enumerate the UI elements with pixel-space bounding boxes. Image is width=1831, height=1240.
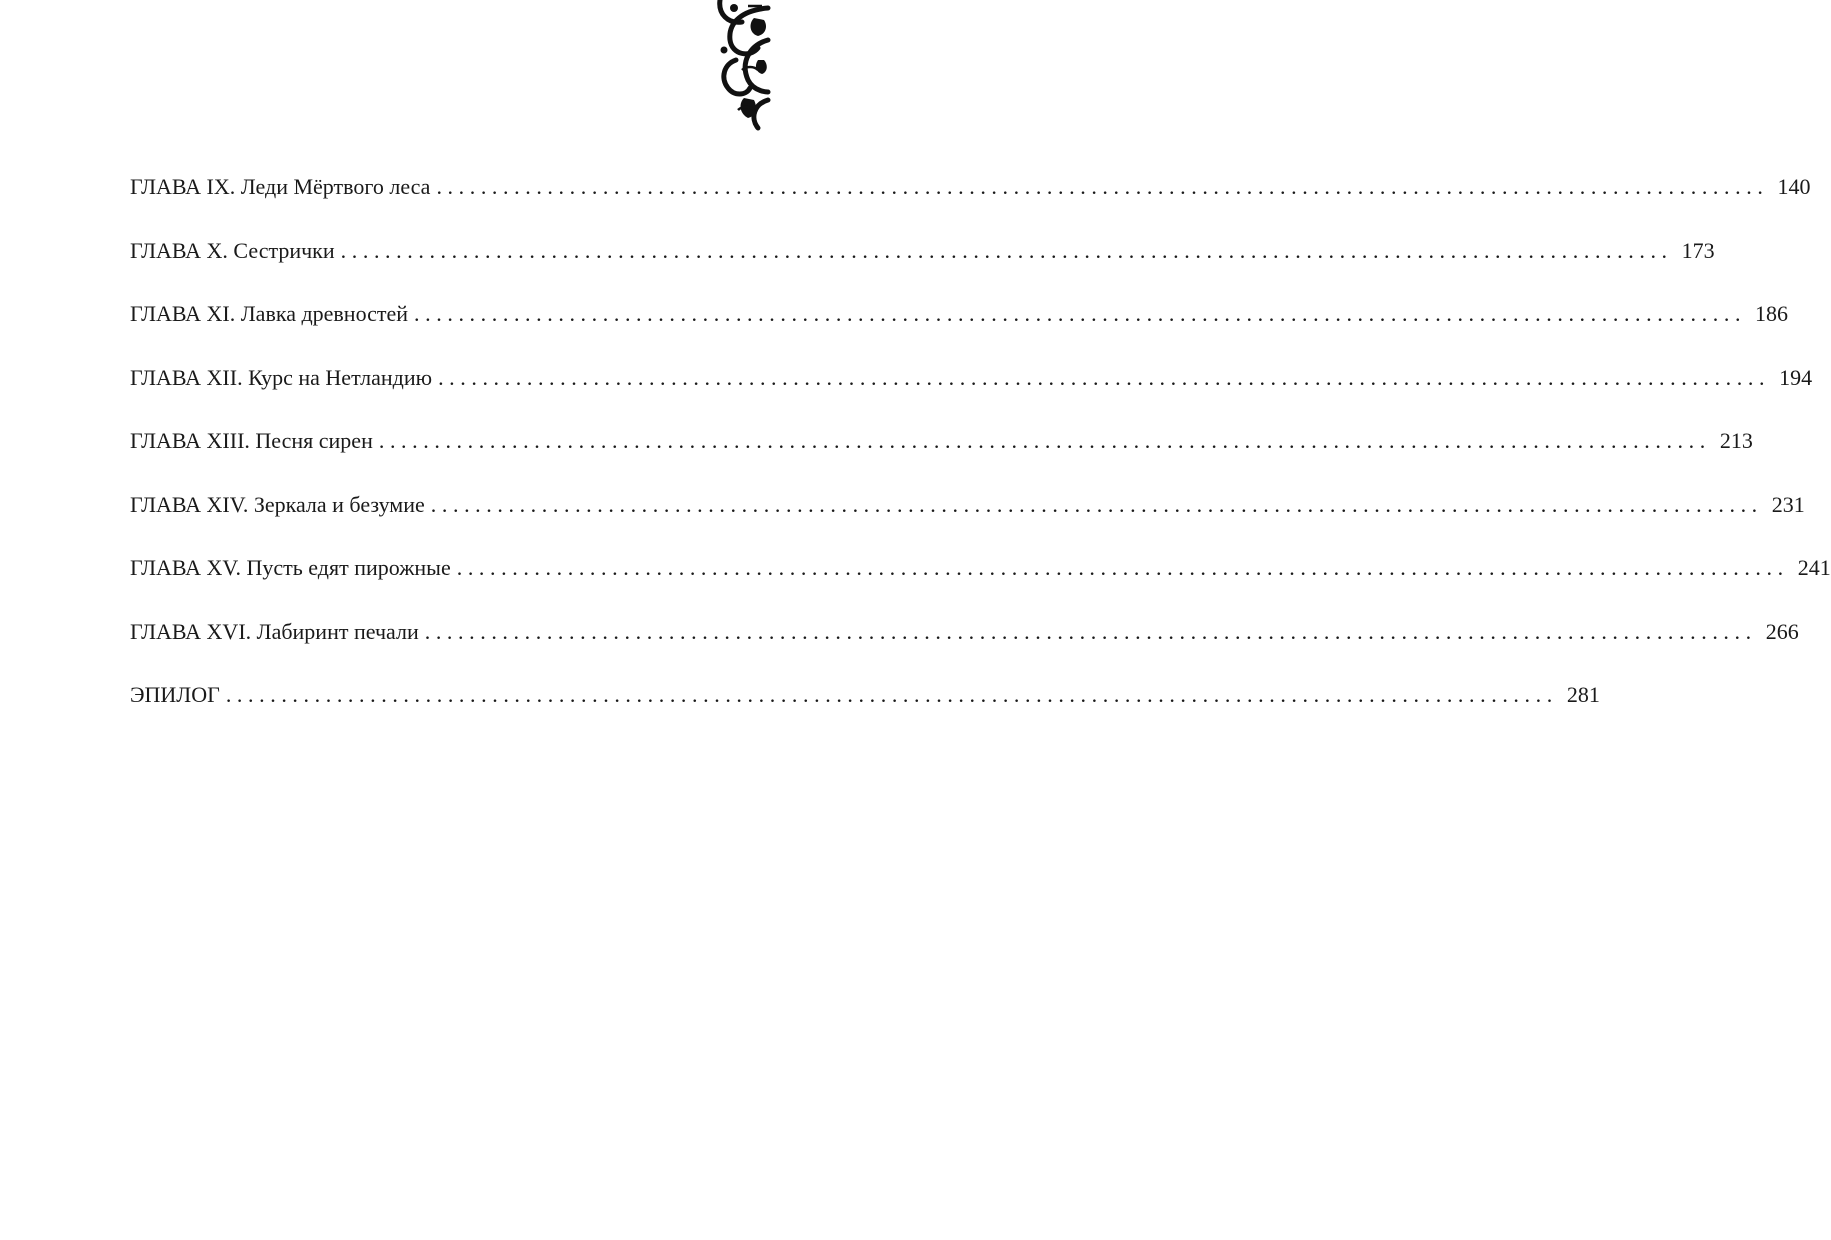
toc-entry-title: ГЛАВА X. Сестрички — [130, 237, 335, 263]
toc-entry[interactable] — [130, 359, 1813, 423]
toc-entry-page: 281 — [1566, 682, 1600, 707]
toc-entry[interactable] — [130, 486, 1805, 550]
toc-entry-page: 241 — [1797, 555, 1831, 580]
toc-dot-leader: ........................................................................................................................ — [414, 301, 1747, 326]
floral-ornament-icon — [658, 0, 768, 130]
toc-entry-page: 194 — [1779, 364, 1813, 390]
toc-dot-leader: ........................................................................................................................ — [456, 555, 1789, 580]
toc-dot-leader: ........................................................................................................................ — [378, 428, 1711, 453]
toc-entry[interactable] — [130, 232, 1715, 296]
toc-entry[interactable] — [130, 676, 1600, 740]
toc-dot-leader: ........................................................................................................................ — [340, 237, 1673, 263]
toc-entry-title: ГЛАВА XV. Пусть едят пирожные — [130, 555, 451, 580]
toc-entry[interactable] — [130, 613, 1799, 677]
toc-entry[interactable] — [130, 295, 1789, 359]
toc-entry-title: ГЛАВА XIV. Зеркала и безумие — [130, 491, 425, 517]
toc-entry[interactable] — [130, 549, 1831, 613]
toc-entry-page: 186 — [1755, 301, 1789, 326]
toc-entry-title: ГЛАВА XI. Лавка древностей — [130, 301, 409, 326]
toc-entry-page: 213 — [1719, 428, 1753, 453]
toc-entry-title: ГЛАВА XIII. Песня сирен — [130, 428, 373, 453]
toc-entry[interactable] — [130, 422, 1753, 486]
toc-entry[interactable] — [130, 168, 1811, 232]
toc-entry-title: ГЛАВА XVI. Лабиринт печали — [130, 618, 419, 644]
table-of-contents — [130, 168, 1831, 740]
toc-entry-page: 266 — [1765, 618, 1799, 644]
toc-entry-title: ЭПИЛОГ — [130, 682, 220, 707]
toc-dot-leader: ........................................................................................................................ — [438, 364, 1771, 390]
toc-dot-leader: ........................................................................................................................ — [225, 682, 1558, 707]
toc-dot-leader: ........................................................................................................................ — [436, 174, 1769, 199]
toc-entry-page: 140 — [1777, 174, 1811, 199]
toc-dot-leader: ........................................................................................................................ — [424, 618, 1757, 644]
toc-entry-title: ГЛАВА IX. Леди Мёртвого леса — [130, 174, 431, 199]
toc-dot-leader: ........................................................................................................................ — [430, 491, 1763, 517]
toc-entry-page: 231 — [1771, 491, 1805, 517]
toc-entry-title: ГЛАВА XII. Курс на Нетландию — [130, 364, 433, 390]
toc-entry-page: 173 — [1681, 237, 1715, 263]
